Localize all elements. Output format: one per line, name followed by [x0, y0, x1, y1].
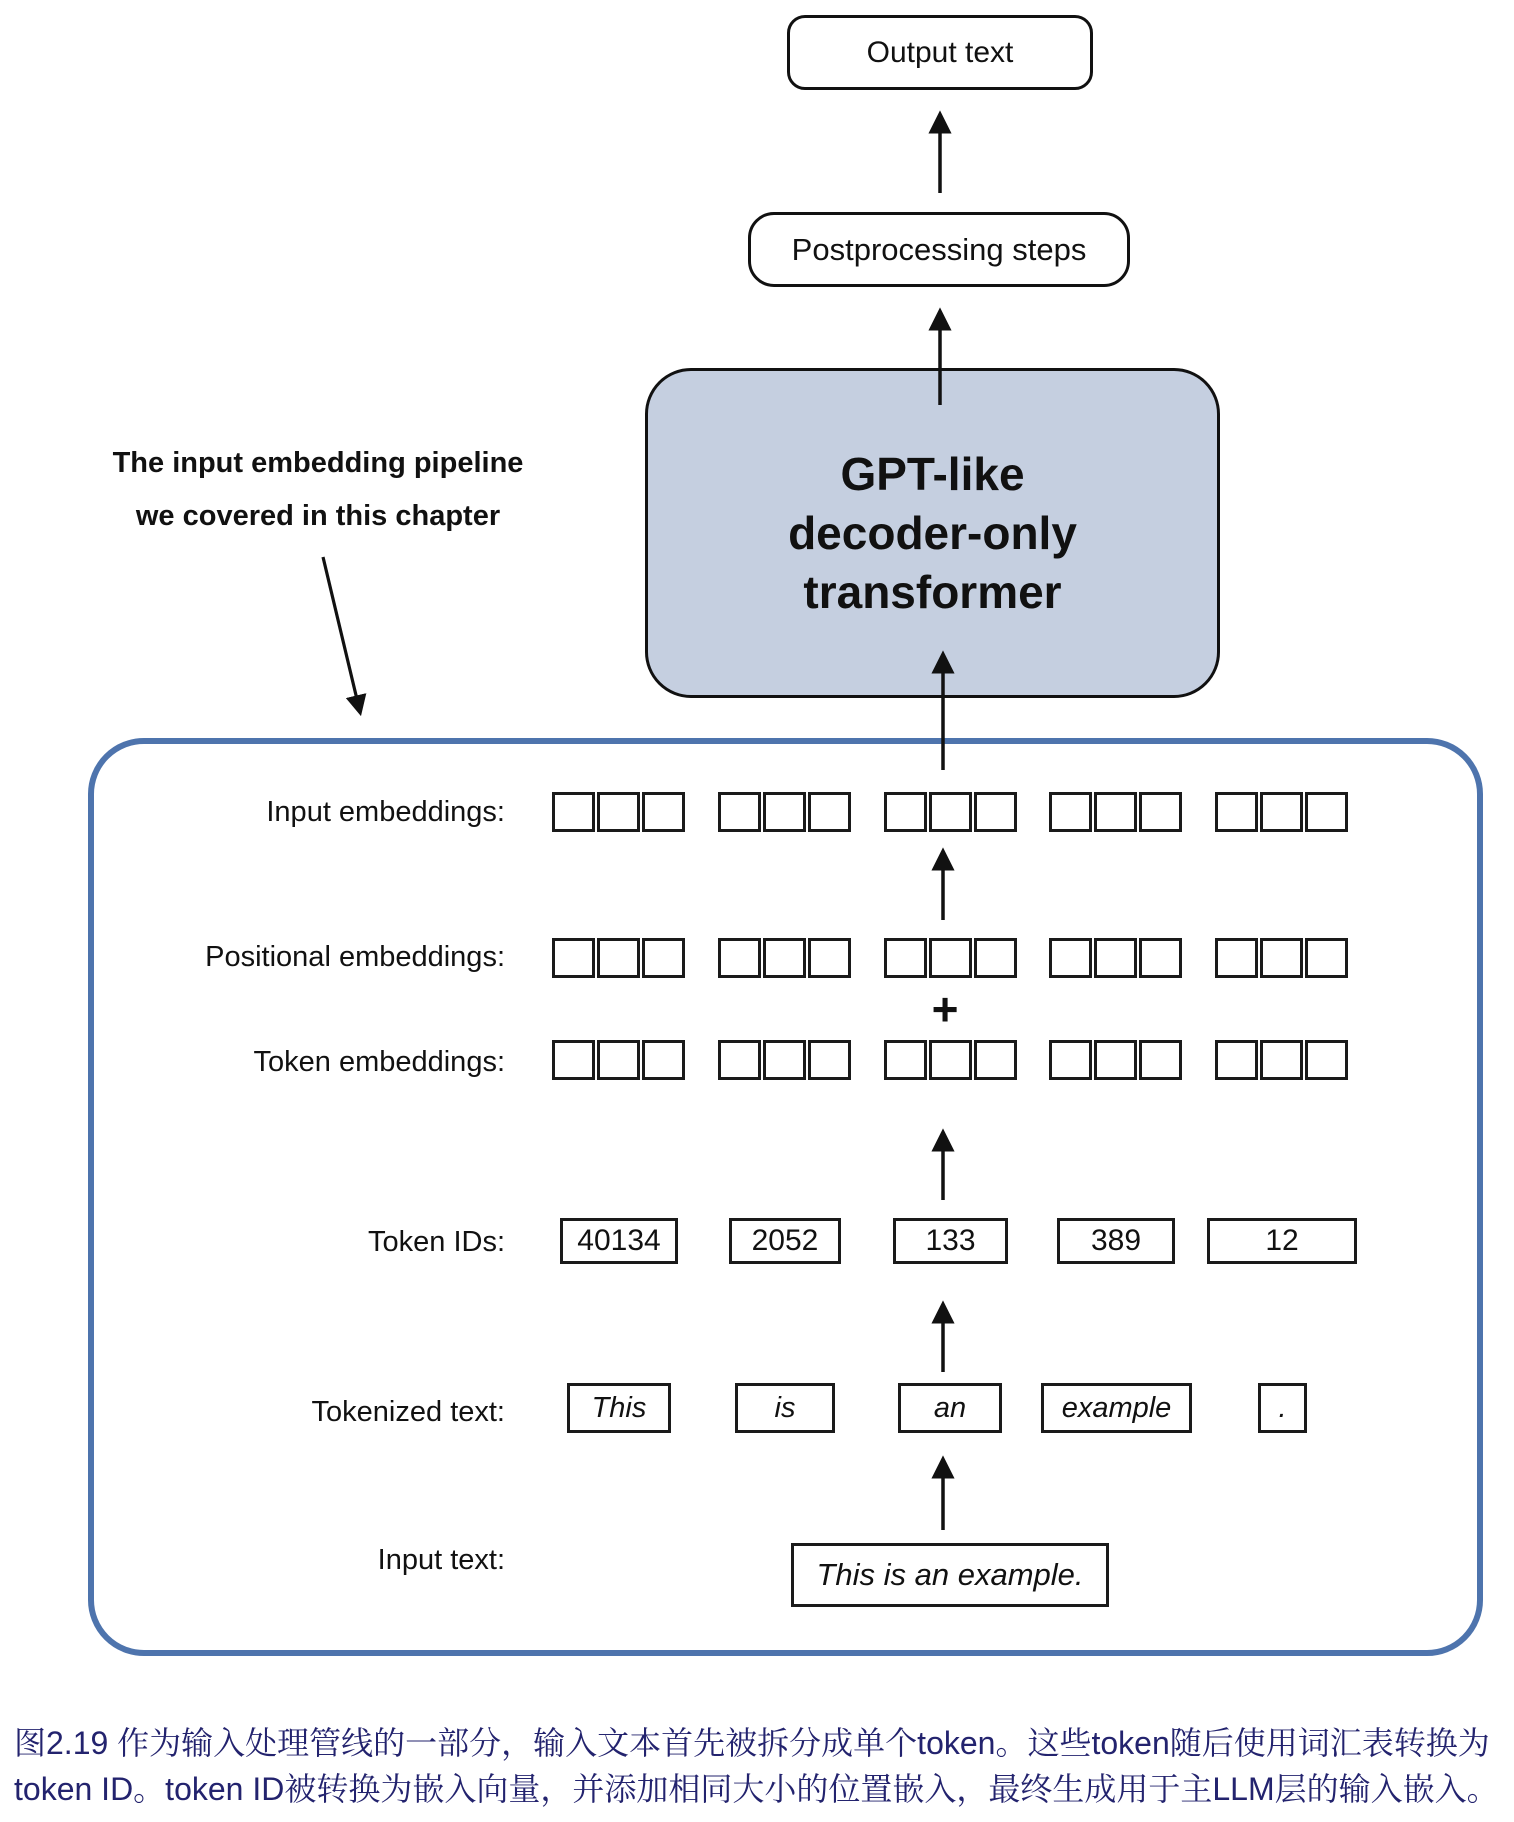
- embedding-cell: [1305, 1040, 1348, 1080]
- embedding-cell: [1094, 1040, 1137, 1080]
- embedding-cell: [1305, 938, 1348, 978]
- input-embedding-pipeline-container: [88, 738, 1483, 1656]
- caption-line-2: token ID。token ID被转换为嵌入向量，并添加相同大小的位置嵌入，最终生成用于主LLM层的输入嵌入。: [14, 1771, 1499, 1807]
- embedding-vector-group: [884, 938, 1017, 978]
- embedding-cell: [1260, 792, 1303, 832]
- postprocessing-steps-label: Postprocessing steps: [791, 231, 1087, 267]
- embedding-vector-group: [1049, 938, 1182, 978]
- embedding-cell: [1215, 938, 1258, 978]
- label-input-text: Input text:: [377, 1544, 505, 1576]
- embedding-cell: [1049, 1040, 1092, 1080]
- token-id-box: 12: [1207, 1218, 1357, 1264]
- token-box: example: [1041, 1383, 1192, 1433]
- embedding-vector-group: [1215, 1040, 1348, 1080]
- embedding-cell: [808, 1040, 851, 1080]
- embedding-cell: [884, 938, 927, 978]
- embedding-vector-group: [718, 938, 851, 978]
- output-text-box: [787, 15, 1093, 90]
- embedding-cell: [763, 938, 806, 978]
- embedding-cell: [1094, 792, 1137, 832]
- embedding-cell: [552, 938, 595, 978]
- annotation-line-1: The input embedding pipeline: [112, 447, 524, 479]
- embedding-cell: [552, 792, 595, 832]
- embedding-cell: [884, 1040, 927, 1080]
- embedding-cell: [597, 1040, 640, 1080]
- embedding-vector-group: [884, 792, 1017, 832]
- token-box: .: [1258, 1383, 1307, 1433]
- embedding-cell: [1215, 1040, 1258, 1080]
- gpt-box-line-2: decoder-only: [788, 506, 1077, 559]
- embedding-cell: [1139, 792, 1182, 832]
- embedding-cell: [642, 938, 685, 978]
- embedding-cell: [597, 938, 640, 978]
- embedding-cell: [1139, 938, 1182, 978]
- embedding-cell: [884, 792, 927, 832]
- embedding-vector-group: [718, 792, 851, 832]
- token-box: is: [735, 1383, 835, 1433]
- embedding-vector-group: [1049, 1040, 1182, 1080]
- embedding-vector-group: [1215, 938, 1348, 978]
- embedding-cell: [1139, 1040, 1182, 1080]
- embedding-cell: [974, 1040, 1017, 1080]
- embedding-vector-group: [552, 938, 685, 978]
- embedding-cell: [1260, 938, 1303, 978]
- embedding-cell: [929, 938, 972, 978]
- embedding-cell: [1215, 792, 1258, 832]
- annotation-pointer-arrow: [323, 557, 360, 712]
- embedding-cell: [1305, 792, 1348, 832]
- label-input-embeddings: Input embeddings:: [266, 796, 505, 828]
- embedding-cell: [808, 792, 851, 832]
- token-embeddings-row: [552, 1040, 1348, 1080]
- figure-caption: [14, 1720, 1508, 1812]
- input-embeddings-row: [552, 792, 1348, 832]
- embedding-cell: [718, 792, 761, 832]
- embedding-cell: [929, 1040, 972, 1080]
- embedding-cell: [718, 938, 761, 978]
- embedding-cell: [808, 938, 851, 978]
- embedding-cell: [929, 792, 972, 832]
- embedding-cell: [1260, 1040, 1303, 1080]
- embedding-cell: [763, 1040, 806, 1080]
- embedding-vector-group: [552, 792, 685, 832]
- token-id-box: 2052: [729, 1218, 841, 1264]
- gpt-decoder-transformer-box: [645, 368, 1220, 698]
- gpt-box-line-3: transformer: [803, 565, 1062, 618]
- embedding-vector-group: [1215, 792, 1348, 832]
- annotation-line-2: we covered in this chapter: [135, 500, 501, 532]
- embedding-cell: [718, 1040, 761, 1080]
- gpt-box-line-1: GPT-like: [840, 447, 1025, 500]
- embedding-cell: [642, 792, 685, 832]
- output-text-label: Output text: [866, 35, 1014, 69]
- label-positional-embeddings: Positional embeddings:: [205, 941, 505, 973]
- label-tokenized-text: Tokenized text:: [311, 1396, 505, 1428]
- embedding-cell: [1094, 938, 1137, 978]
- embedding-cell: [974, 792, 1017, 832]
- input-text-box: This is an example.: [791, 1543, 1109, 1607]
- embedding-cell: [1049, 792, 1092, 832]
- embedding-cell: [1049, 938, 1092, 978]
- embedding-vector-group: [884, 1040, 1017, 1080]
- label-token-embeddings: Token embeddings:: [253, 1046, 505, 1078]
- postprocessing-steps-box: [748, 212, 1130, 287]
- positional-embeddings-row: [552, 938, 1348, 978]
- embedding-vector-group: [718, 1040, 851, 1080]
- embedding-cell: [552, 1040, 595, 1080]
- caption-line-1: 图2.19 作为输入处理管线的一部分，输入文本首先被拆分成单个token。这些token随后使用词汇表转换为: [14, 1725, 1490, 1761]
- embedding-cell: [974, 938, 1017, 978]
- token-id-box: 389: [1057, 1218, 1175, 1264]
- embedding-cell: [642, 1040, 685, 1080]
- annotation-text: [78, 437, 558, 543]
- plus-sign: +: [931, 983, 959, 1035]
- embedding-cell: [763, 792, 806, 832]
- token-id-box: 40134: [560, 1218, 678, 1264]
- embedding-vector-group: [1049, 792, 1182, 832]
- label-token-ids: Token IDs:: [368, 1226, 505, 1258]
- embedding-vector-group: [552, 1040, 685, 1080]
- token-box: an: [898, 1383, 1002, 1433]
- embedding-cell: [597, 792, 640, 832]
- token-box: This: [567, 1383, 671, 1433]
- token-id-box: 133: [893, 1218, 1008, 1264]
